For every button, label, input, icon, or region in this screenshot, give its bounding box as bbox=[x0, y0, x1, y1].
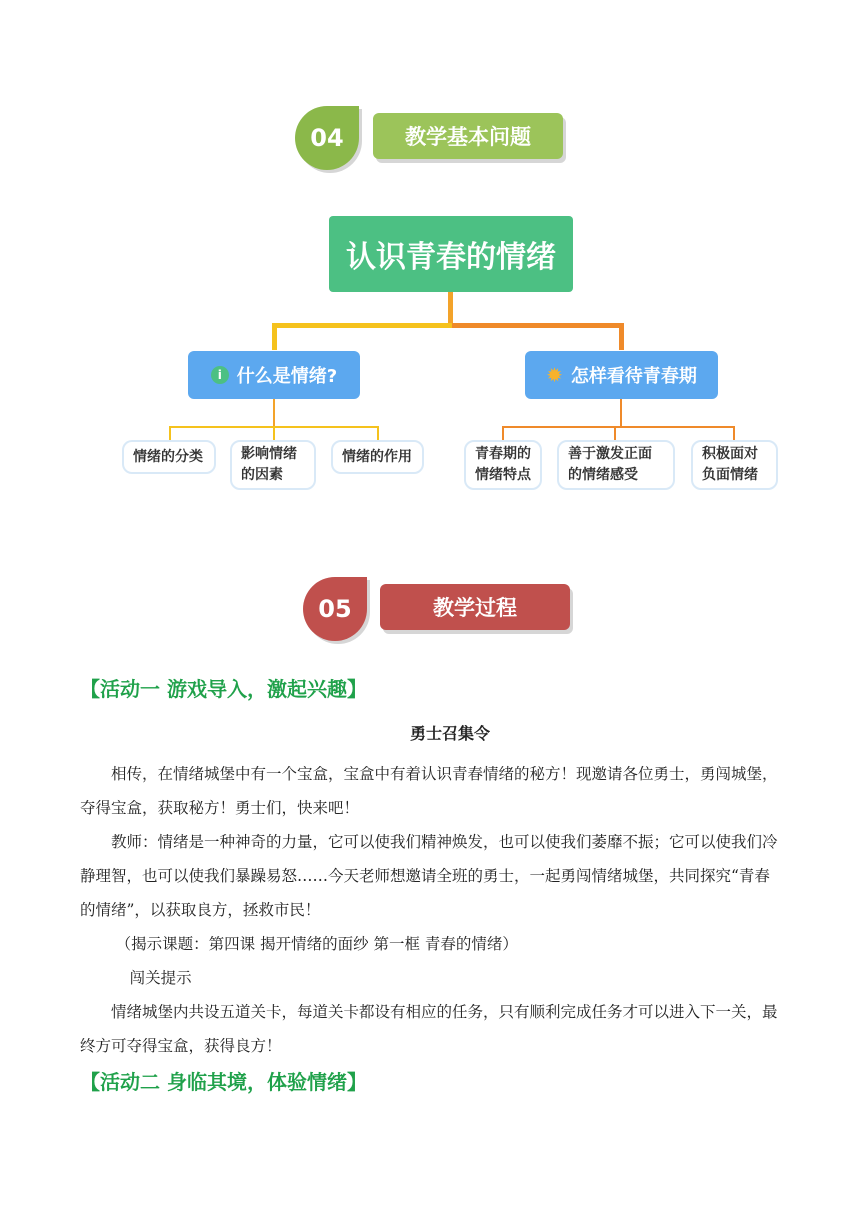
mindmap-leaf bbox=[691, 440, 778, 490]
connector bbox=[619, 323, 624, 350]
connector bbox=[272, 323, 277, 350]
paragraph: 情绪城堡内共设五道关卡，每道关卡都设有相应的任务，只有顺利完成任务才可以进入下一关，最终方可夺得宝盒，获得良方！ bbox=[80, 1003, 778, 1055]
mindmap-leaf bbox=[557, 440, 675, 490]
mindmap-branch-youth-attitude bbox=[525, 351, 718, 399]
mindmap-leaf bbox=[230, 440, 316, 490]
branch-label: 什么是情绪? bbox=[236, 366, 338, 387]
leaf-label: 积极面对负面情绪 bbox=[702, 446, 758, 483]
mindmap-branch-what-is-emotion bbox=[188, 351, 360, 399]
activity-heading: 【活动一 游戏导入，激起兴趣】 bbox=[80, 677, 367, 701]
section-title: 教学过程 bbox=[433, 596, 517, 620]
activity-heading: 【活动二 身临其境，体验情绪】 bbox=[80, 1070, 367, 1094]
leaf-label: 影响情绪的因素 bbox=[241, 446, 297, 483]
connector bbox=[448, 292, 453, 326]
info-icon: i bbox=[211, 366, 229, 384]
connector bbox=[733, 426, 735, 440]
section-number: 05 bbox=[318, 595, 352, 623]
gear-icon: ✹ bbox=[546, 363, 563, 387]
paragraph: （揭示课题：第四课 揭开情绪的面纱 第一框 青春的情绪） bbox=[115, 935, 518, 953]
leaf-label: 情绪的分类 bbox=[133, 448, 203, 465]
mindmap-leaf bbox=[122, 440, 216, 474]
connector bbox=[620, 399, 622, 427]
connector bbox=[452, 323, 624, 328]
connector bbox=[273, 426, 275, 440]
leaf-label: 情绪的作用 bbox=[342, 448, 412, 465]
mindmap-leaf bbox=[331, 440, 424, 474]
notice-title: 勇士召集令 bbox=[409, 724, 490, 743]
connector bbox=[502, 426, 504, 440]
branch-label: 怎样看待青春期 bbox=[570, 366, 697, 387]
leaf-label: 青春期的情绪特点 bbox=[475, 446, 531, 483]
section-title-bar bbox=[373, 113, 563, 159]
paragraph: 相传，在情绪城堡中有一个宝盒，宝盒中有着认识青春情绪的秘方！现邀请各位勇士，勇闯城堡，夺得宝盒，获取秘方！勇士们，快来吧！ bbox=[80, 765, 778, 817]
paragraph: 教师：情绪是一种神奇的力量，它可以使我们精神焕发，也可以使我们萎靡不振；它可以使我们冷静理智，也可以使我们暴躁易怒……今天老师想邀请全班的勇士，一起勇闯情绪城堡，共同探究“青春的情绪”，以获取良方，拯救市民！ bbox=[80, 833, 778, 919]
body-text bbox=[80, 757, 780, 1063]
section-number: 04 bbox=[310, 124, 344, 152]
section-title-bar bbox=[380, 584, 570, 630]
mindmap-leaf bbox=[464, 440, 542, 490]
connector bbox=[502, 426, 735, 428]
section-number-badge bbox=[295, 106, 359, 170]
connector bbox=[614, 426, 616, 440]
mindmap-root bbox=[329, 216, 573, 292]
leaf-label: 善于激发正面的情绪感受 bbox=[568, 446, 652, 483]
section-number-badge bbox=[303, 577, 367, 641]
connector bbox=[273, 399, 275, 427]
connector bbox=[169, 426, 171, 440]
connector bbox=[272, 323, 454, 328]
mindmap-root-label: 认识青春的情绪 bbox=[346, 240, 556, 275]
paragraph: 闯关提示 bbox=[129, 969, 192, 987]
connector bbox=[377, 426, 379, 440]
section-title: 教学基本问题 bbox=[405, 125, 531, 149]
